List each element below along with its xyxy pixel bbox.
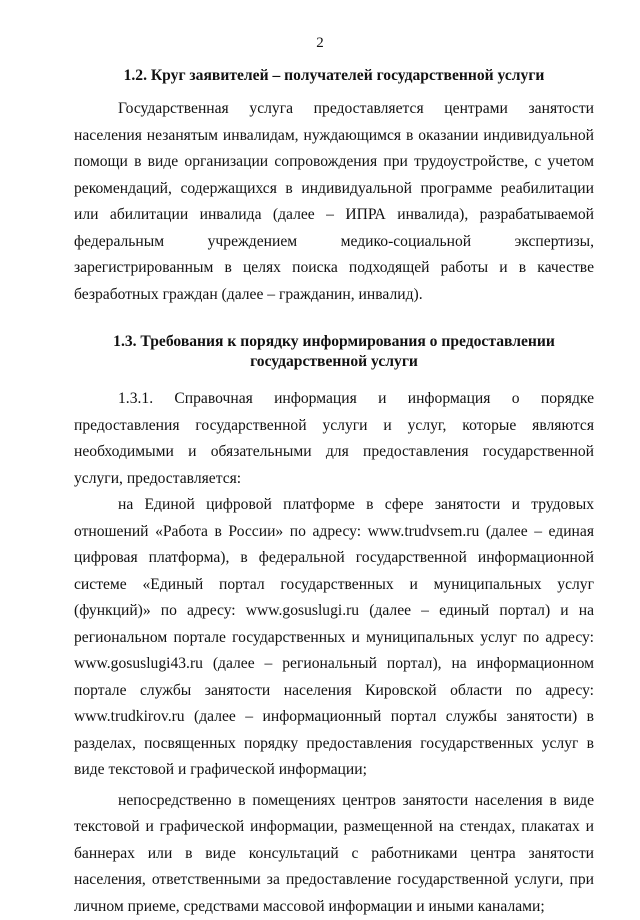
section-1-2-heading: 1.2. Круг заявителей – получателей государственной услуги (74, 66, 594, 86)
section-1-2-paragraph: Государственная услуга предоставляется центрами занятости населения незанятым инвалидам, нуждающимся в оказании индивидуальной помощи в виде организации сопровождения при трудоустройстве, с учетом рекомендаций, содержащихся в индивидуальной программе реабилитации или абилитации инвалида (далее – ИПРА инвалида), разрабатываемой федеральным учреждением медико-социальной экспертизы, зарегистрированным в целях поиска подходящей работы и в качестве безработных граждан (далее – гражданин, инвалид). (74, 96, 594, 308)
section-1-3-heading (74, 332, 594, 372)
page-content (74, 66, 594, 920)
page-number: 2 (0, 34, 640, 52)
paragraph-digital-platform: на Единой цифровой платформе в сфере занятости и трудовых отношений «Работа в России» по адресу: www.trudvsem.ru (далее – единая цифровая платформа), в федеральной государственной информационной системе «Единый портал государственных и муниципальных услуг (функций)» по адресу: www.gosuslugi.ru (далее – единый портал) и на региональном портале государственных и муниципальных услуг по адресу: www.gosuslugi43.ru (далее – региональный портал), на информационном портале службы занятости населения Кировской области по адресу: www.trudkirov.ru (далее – информационный портал службы занятости) в разделах, посвященных порядку предоставления государственных услуг в виде текстовой и графической информации; (74, 492, 594, 784)
section-1-3-heading-line-2: государственной услуги (74, 352, 594, 372)
paragraph-employment-centers: непосредственно в помещениях центров занятости населения в виде текстовой и графической информации, размещенной на стендах, плакатах и баннерах или в виде консультаций с работниками центра занятости населения, ответственными за предоставление государственной услуги, при личном приеме, средствами массовой информации и иными каналами; (74, 788, 594, 920)
section-1-3-heading-line-1: 1.3. Требования к порядку информирования о предоставлении (74, 332, 594, 352)
paragraph-1-3-1: 1.3.1. Справочная информация и информация о порядке предоставления государственной услуги и услуг, которые являются необходимыми и обязательными для предоставления государственной услуги, предоставляется: (74, 386, 594, 492)
